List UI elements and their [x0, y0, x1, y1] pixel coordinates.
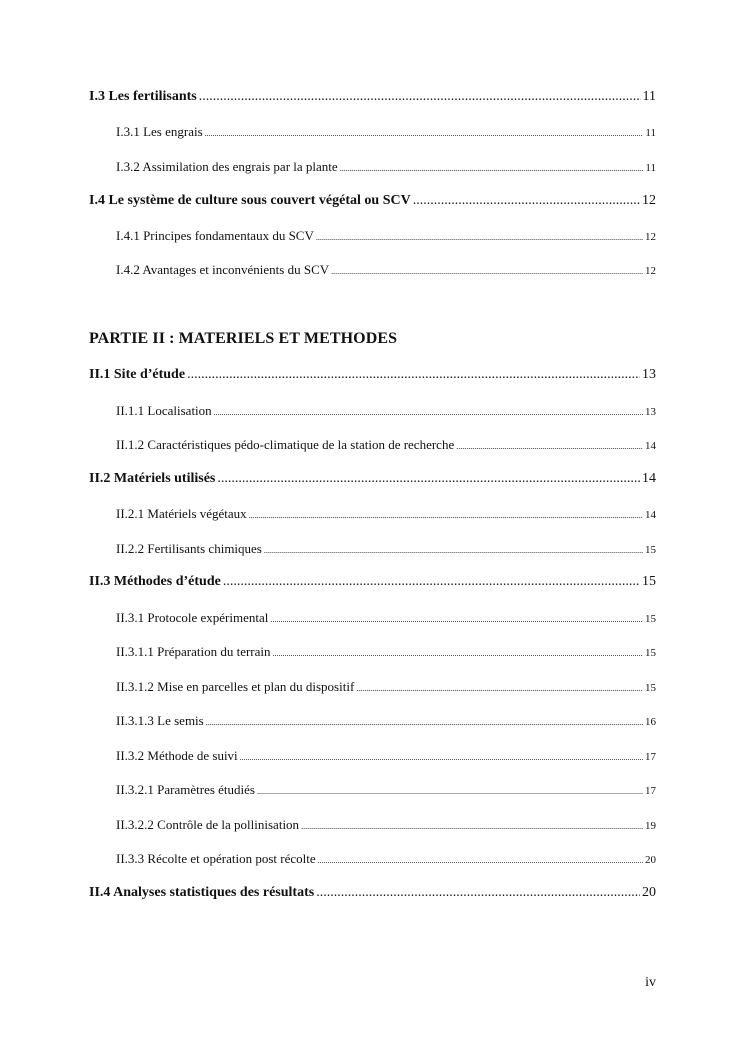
- toc-entry-page: 15: [642, 574, 656, 589]
- toc-entry-label: II.3.2 Méthode de suivi: [116, 748, 238, 763]
- toc-entry-page: 17: [645, 751, 656, 763]
- dot-leader: [206, 713, 643, 729]
- toc-entry-label: II.1 Site d’étude: [89, 367, 186, 382]
- toc-entry-label: II.2.1 Matériels végétaux: [116, 506, 247, 521]
- toc-entry[interactable]: [89, 367, 656, 383]
- toc-entry-label: II.3.2.1 Paramètres étudiés: [116, 782, 255, 797]
- dot-leader: [205, 124, 644, 140]
- toc-entry-page: 14: [645, 440, 656, 452]
- dot-leader: [331, 262, 643, 278]
- toc-entry[interactable]: [89, 885, 656, 901]
- toc-entry-label: II.2 Matériels utilisés: [89, 471, 216, 486]
- toc-entry[interactable]: [116, 437, 656, 453]
- toc-entry-page: 16: [645, 716, 656, 728]
- toc-entry[interactable]: [116, 782, 656, 798]
- dot-leader: [340, 159, 644, 175]
- toc-entry-page: 14: [642, 471, 656, 486]
- toc-entry-label: II.2.2 Fertilisants chimiques: [116, 541, 262, 556]
- toc-entry[interactable]: [116, 159, 656, 175]
- toc-entry-label: II.3.2.2 Contrôle de la pollinisation: [116, 817, 300, 832]
- toc-entry-page: 12: [645, 265, 656, 277]
- toc-entry-label: II.3.1 Protocole expérimental: [116, 610, 269, 625]
- toc-entry[interactable]: [116, 262, 656, 278]
- toc-entry-label: I.4.1 Principes fondamentaux du SCV: [116, 228, 314, 243]
- toc-entry[interactable]: [89, 89, 656, 105]
- toc-entry[interactable]: [116, 748, 656, 764]
- dot-leader: [214, 403, 643, 419]
- toc-entry-label: I.3.1 Les engrais: [116, 124, 203, 139]
- dot-leader: [273, 644, 643, 660]
- dot-leader: [223, 574, 640, 590]
- toc-entry[interactable]: [89, 471, 656, 487]
- toc-entry-page: 12: [642, 193, 656, 208]
- toc-entry-page: 19: [645, 820, 656, 832]
- toc-entry[interactable]: [116, 403, 656, 419]
- toc-entry[interactable]: [116, 610, 656, 626]
- toc-entry[interactable]: [116, 228, 656, 244]
- dot-leader: [356, 679, 643, 695]
- toc-entry[interactable]: [89, 574, 656, 590]
- toc-entry-label: II.3.1.3 Le semis: [116, 713, 204, 728]
- toc-entry-page: 11: [645, 162, 656, 174]
- toc-entry-page: 15: [645, 682, 656, 694]
- dot-leader: [316, 228, 643, 244]
- toc-entry-label: I.4 Le système de culture sous couvert végétal ou SCV: [89, 193, 411, 208]
- dot-leader: [413, 193, 640, 209]
- toc-entry-label: II.3.1.2 Mise en parcelles et plan du dispositif: [116, 679, 355, 694]
- toc-entry-page: 20: [642, 885, 656, 900]
- dot-leader: [316, 885, 640, 901]
- toc-entry-page: 20: [645, 854, 656, 866]
- toc-entry-page: 12: [645, 231, 656, 243]
- toc-entry-label: I.4.2 Avantages et inconvénients du SCV: [116, 262, 330, 277]
- toc-entry[interactable]: [116, 851, 656, 867]
- toc-entry-label: I.3.2 Assimilation des engrais par la plante: [116, 159, 338, 174]
- toc-entry[interactable]: [116, 817, 656, 833]
- toc-entry-label: II.1.2 Caractéristiques pédo-climatique de la station de recherche: [116, 437, 455, 452]
- toc-entry-page: 14: [645, 509, 656, 521]
- toc-entry-page: 15: [645, 647, 656, 659]
- dot-leader: [249, 506, 643, 522]
- toc-entry[interactable]: [116, 541, 656, 557]
- toc-entry-page: 17: [645, 785, 656, 797]
- dot-leader: [270, 610, 643, 626]
- toc-entry[interactable]: [116, 124, 656, 140]
- toc-entry-label: II.4 Analyses statistiques des résultats: [89, 885, 315, 900]
- dot-leader: [257, 782, 643, 798]
- toc-entry-label: II.1.1 Localisation: [116, 403, 212, 418]
- toc-entry-label: II.3.3 Récolte et opération post récolte: [116, 851, 316, 866]
- toc-entry-page: 15: [645, 613, 656, 625]
- toc-entry-label: II.3 Méthodes d’étude: [89, 574, 221, 589]
- toc-entry[interactable]: [116, 679, 656, 695]
- dot-leader: [217, 471, 640, 487]
- toc-entry[interactable]: [116, 644, 656, 660]
- toc-entry[interactable]: [89, 193, 656, 209]
- dot-leader: [456, 437, 643, 453]
- toc-entry[interactable]: [116, 713, 656, 729]
- dot-leader: [301, 817, 643, 833]
- toc-entry-page: 13: [642, 367, 656, 382]
- toc-entry-label: I.3 Les fertilisants: [89, 89, 197, 104]
- toc-entry-page: 11: [645, 127, 656, 139]
- toc-entry-page: 11: [642, 89, 656, 104]
- dot-leader: [318, 851, 643, 867]
- toc-entry[interactable]: [116, 506, 656, 522]
- page-number: iv: [645, 975, 656, 990]
- dot-leader: [264, 541, 643, 557]
- toc-entry-page: 13: [645, 406, 656, 418]
- dot-leader: [199, 89, 641, 105]
- part-heading: PARTIE II : MATERIELS ET METHODES: [89, 330, 398, 347]
- dot-leader: [187, 367, 640, 383]
- dot-leader: [240, 748, 643, 764]
- toc-entry-label: II.3.1.1 Préparation du terrain: [116, 644, 271, 659]
- toc-entry-page: 15: [645, 544, 656, 556]
